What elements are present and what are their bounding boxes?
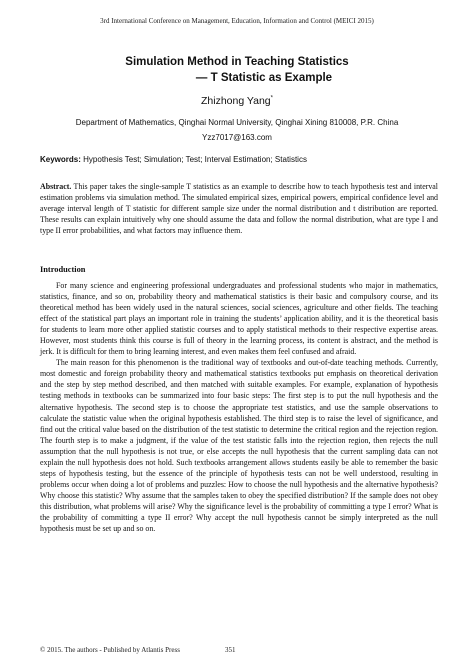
affiliation [0,115,474,145]
introduction-body [40,280,438,534]
page-number: 351 [225,646,236,654]
keywords-label: Keywords: [40,155,81,164]
paragraph: The main reason for this phenomenon is the traditional way of textbooks and out-of-date teaching methods. Currently, most domestic and foreign probability theory and mathematical statistics textbooks put emphasis on theoretical derivation and the step by step method described, and then matched with suitable examples. For example, explanation of hypothesis testing methods in textbooks can be summarized into four basic steps: The first step is to put the null hypothesis and the alternative hypothesis. The second step is to choose the appropriate test statistics, and use the sample observations to calculate the statistic value when the original hypothesis established. The third step is to raise the level of significance, and find out the critical value based on the distribution of the test statistic to determine the critical region and the rejection region. The fourth step is to make a judgment, if the value of the test statistic falls into the rejection region, then rejects the null assumption that the null hypothesis is not true, or else accepts the null hypothesis that the current sampling data can not explain the null hypothesis does not hold. Such textbooks arrangement allows students easily be able to remember the basic steps of hypothesis testing, but the essence of the principle of hypothesis tests can not be well understood, resulting in problems occur when doing a lot of problems and puzzles: How to choose the null hypothesis and the alternative hypothesis? Why choose this statistic? Why assume that the samples taken to obey the specified distribution? If the sample does not obey this distribution, what problems will arise? Why the significance level is the probability of committing a type I error? What is the probability of committing a type II error? Why accept the null hypothesis cannot be simply interpreted as the null hypothesis must be set up and so on. [40,358,438,534]
page-footer [40,646,438,654]
author [0,95,474,107]
abstract-text: This paper takes the single-sample T statistics as an example to describe how to teach hypothesis test and interval estimation problems via simulation method. The simulated empirical sizes, empirical powers, empirical confidence level and average interval length of T statistic for different sample size under the normal distribution and t distribution are reported. These results can explain intuitively why one should assume the data and follow the normal distribution, what are type I and type II error probabilities, and what factors may influence them. [40,182,438,236]
running-head: 3rd International Conference on Management, Education, Information and Control (MEICI 2015) [100,17,374,25]
title-line-2: — T Statistic as Example [195,72,333,84]
title-line-1: Simulation Method in Teaching Statistics [125,56,349,68]
keywords-text: Hypothesis Test; Simulation; Test; Interval Estimation; Statistics [83,155,307,164]
author-mark: * [270,95,273,102]
paper-title [0,54,474,86]
abstract [40,181,438,236]
affiliation-email: Yzz7017@163.com [202,133,272,142]
footer-copyright: © 2015. The authors - Published by Atlantis Press [40,646,180,654]
abstract-label: Abstract. [40,182,72,191]
affiliation-address: Department of Mathematics, Qinghai Normal University, Qinghai Xining 810008, P.R. China [75,118,399,127]
author-name: Zhizhong Yang [200,95,271,107]
paragraph: For many science and engineering professional undergraduates and professional students who major in mathematics, statistics, finance, and so on, probability theory and mathematical statistics is their basic and compulsory course, and its theoretical method has been widely used in the natural sciences, social sciences, agriculture and other fields. The teaching effect of the statistical part plays an important role in training the students’ application ability, and it is the theoretical basis for students to learn more other applied statistic courses and to apply statistical methods to their respective expertise areas. However, most students think this course is full of theory in the learning process, its content is abstract, and the method is jerk. It is difficult for them to bring learning interest, and even makes them feel confused and afraid. [40,281,438,357]
section-heading-introduction: Introduction [40,265,86,274]
keywords [40,155,440,164]
